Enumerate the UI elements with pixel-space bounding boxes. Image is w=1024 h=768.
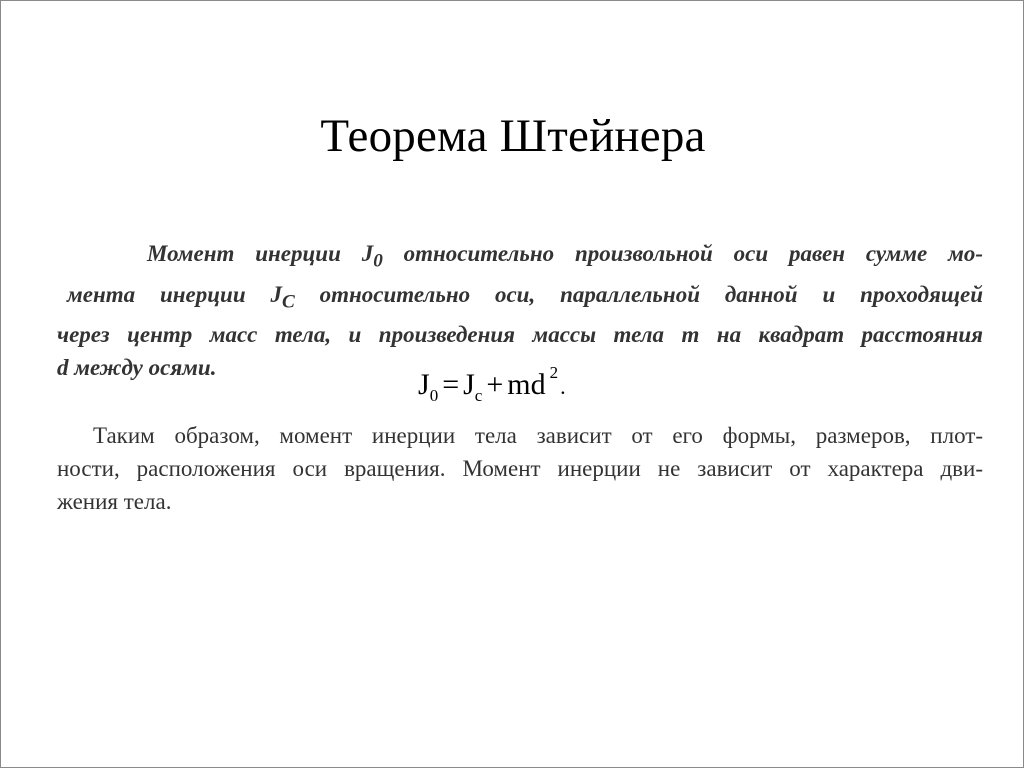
formula-plus: + [486, 368, 504, 401]
subscript: C [282, 291, 295, 313]
definition-text: Момент инерции J [147, 241, 374, 266]
definition-text: относительно оси, параллельной данной и проходящей [294, 281, 983, 307]
formula-period: . [560, 374, 566, 399]
definition-line-4: d между осями. [57, 355, 217, 381]
definition-text: мента инерции J [67, 281, 282, 307]
conclusion-line-3: жения тела. [57, 489, 172, 514]
formula-equals: = [442, 368, 460, 401]
definition-line-2 [57, 278, 983, 319]
formula-subscript: c [474, 386, 483, 405]
conclusion-line-1: Таким образом, момент инерции тела зависит от его формы, размеров, плот- [93, 423, 983, 448]
formula-term: J [418, 368, 430, 401]
subscript: 0 [373, 250, 383, 272]
formula-term: md [507, 368, 546, 401]
conclusion-line-2: ности, расположения оси вращения. Момент инерции не зависит от характера дви- [57, 456, 983, 481]
formula-term: J [463, 368, 475, 401]
steiner-formula [418, 363, 566, 406]
definition-text: относительно произвольной оси равен сумме мо- [382, 241, 983, 266]
definition-line-1 [57, 237, 983, 278]
slide-title: Теорема Штейнера [320, 110, 706, 162]
definition-line-3: через центр масс тела, и произведения массы тела m на квадрат расстояния [57, 322, 983, 348]
formula-subscript: 0 [429, 386, 439, 405]
formula-superscript: 2 [549, 363, 559, 382]
conclusion-paragraph [57, 419, 983, 518]
